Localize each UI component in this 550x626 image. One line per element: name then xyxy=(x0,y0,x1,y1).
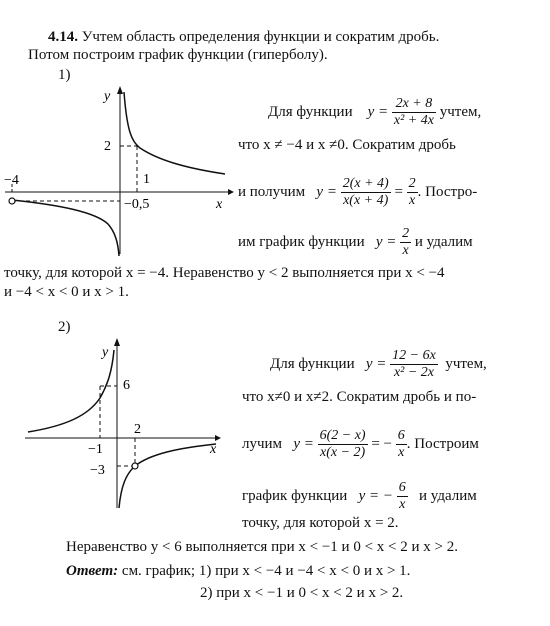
graph2-tick-2: 2 xyxy=(134,422,141,437)
part1-line3 xyxy=(238,176,477,209)
graph1-y-label: y xyxy=(104,89,111,104)
part2-line3-den1: x(x − 2) xyxy=(319,445,366,460)
part2-line3-num1: 6(2 − x) xyxy=(319,428,366,443)
graph1-branch-left xyxy=(12,200,119,256)
part2-line4-fraction xyxy=(397,480,408,513)
part2-line1-num: 12 − 6x xyxy=(392,348,436,363)
part2-line1-fraction xyxy=(390,348,438,381)
part2-line3-fraction2 xyxy=(396,428,407,461)
part1-label: 1) xyxy=(58,67,71,83)
part2-line4-yeq: y = − xyxy=(358,487,393,504)
part2-line2: что x≠0 и x≠2. Сократим дробь и по- xyxy=(242,389,477,405)
part1-line1-num: 2x + 8 xyxy=(392,96,436,113)
part1-line1-tail: учтем, xyxy=(439,103,482,120)
answer-line1 xyxy=(66,562,410,580)
part2-line6: Неравенство y < 6 выполняется при x < −1 и 0 < x < 2 и x > 2. xyxy=(66,539,458,555)
part1-line4-yeq: y = xyxy=(375,233,397,250)
answer-text-1: см. график; 1) при x < −4 и −4 < x < 0 и x > 1. xyxy=(121,563,411,579)
graph2-y-arrow xyxy=(114,338,120,346)
graph2-branch-right xyxy=(119,444,216,508)
part1-line3-eq: = xyxy=(394,183,403,200)
part1-line1-yeq: y = xyxy=(367,103,389,120)
part2-line1-yeq: y = xyxy=(365,355,387,372)
graph2 xyxy=(20,336,230,511)
part2-line4-tail: и удалим xyxy=(419,487,477,504)
graph1-x-arrow xyxy=(228,189,234,195)
part2-line3-lead: лучим xyxy=(242,435,283,452)
part2-line4-num: 6 xyxy=(398,480,406,495)
part1-line5: точку, для которой x = −4. Неравенство y < 2 выполняется при x < −4 xyxy=(4,265,445,281)
answer-label: Ответ: xyxy=(66,563,119,579)
part1-line3-tail: . Постро- xyxy=(417,183,478,200)
problem-intro-2: Потом построим график функции (гиперболу). xyxy=(28,47,328,63)
part1-line4-tail: и удалим xyxy=(414,233,473,250)
answer-line2: 2) при x < −1 и 0 < x < 2 и x > 2. xyxy=(200,585,404,601)
part2-line1-den: x² − 2x xyxy=(393,365,435,380)
graph1 xyxy=(0,84,235,264)
problem-heading xyxy=(48,28,439,46)
graph2-tick-6: 6 xyxy=(123,378,130,393)
problem-number: 4.14. xyxy=(48,29,78,45)
graph2-x-label: x xyxy=(210,442,217,457)
part2-line5: точку, для которой x = 2. xyxy=(242,515,399,531)
graph2-y-label: y xyxy=(102,345,109,360)
part1-line4 xyxy=(238,226,473,259)
graph1-branch-right xyxy=(124,92,225,174)
part2-line3-fraction1 xyxy=(318,428,368,461)
graph1-x-label: x xyxy=(216,197,223,212)
graph2-hole xyxy=(132,463,138,469)
part1-line3-num2: 2 xyxy=(408,176,416,191)
part2-line3-den2: x xyxy=(398,445,405,460)
graph2-x-arrow xyxy=(215,435,221,441)
graph1-tick-1: 1 xyxy=(143,172,150,187)
part1-line3-fraction1 xyxy=(341,176,391,209)
part1-line4-num: 2 xyxy=(402,226,410,241)
part1-line3-lead: и получим xyxy=(238,183,306,200)
part2-line3-yeq: y = xyxy=(293,435,314,452)
part2-line4 xyxy=(242,480,477,513)
part1-line4-lead: им график функции xyxy=(238,233,365,250)
part1-line3-den1: x(x + 4) xyxy=(343,193,389,208)
part1-line6: и −4 < x < 0 и x > 1. xyxy=(4,284,129,300)
graph1-hole xyxy=(9,198,15,204)
part1-line4-den: x xyxy=(402,243,409,258)
part2-line1 xyxy=(270,348,487,381)
part2-line1-lead: Для функции xyxy=(270,355,355,372)
part2-line1-tail: учтем, xyxy=(445,355,487,372)
part1-line1 xyxy=(268,96,481,129)
part1-line3-den2: x xyxy=(409,193,416,208)
part2-label: 2) xyxy=(58,319,71,335)
graph1-tick-m4: −4 xyxy=(4,173,19,188)
part1-line1-fraction xyxy=(392,96,436,129)
part1-line2: что x ≠ −4 и x ≠0. Сократим дробь xyxy=(238,137,456,153)
part2-line3-num2: 6 xyxy=(397,428,405,443)
part1-line3-num1: 2(x + 4) xyxy=(342,176,389,191)
part2-line3 xyxy=(242,428,479,461)
part2-line3-tail: . Построим xyxy=(406,435,479,452)
part1-line1-den: x² + 4x xyxy=(393,113,434,128)
problem-intro-1: Учтем область определения функции и сократим дробь. xyxy=(81,29,440,45)
graph2-branch-left xyxy=(28,350,114,432)
graph2-tick-m1: −1 xyxy=(88,442,103,457)
graph1-tick-m05: −0,5 xyxy=(124,197,150,212)
part2-line3-eq: = − xyxy=(371,435,393,452)
part1-line1-lead: Для функции xyxy=(268,103,353,120)
part1-line3-yeq: y = xyxy=(316,183,337,200)
graph1-y-arrow xyxy=(117,86,123,94)
graph2-tick-m3: −3 xyxy=(90,463,105,478)
part1-line4-fraction xyxy=(400,226,411,259)
graph1-tick-2: 2 xyxy=(104,139,111,154)
part2-line4-den: x xyxy=(399,497,406,512)
part1-line3-fraction2 xyxy=(407,176,418,209)
part2-line4-lead: график функции xyxy=(242,487,348,504)
